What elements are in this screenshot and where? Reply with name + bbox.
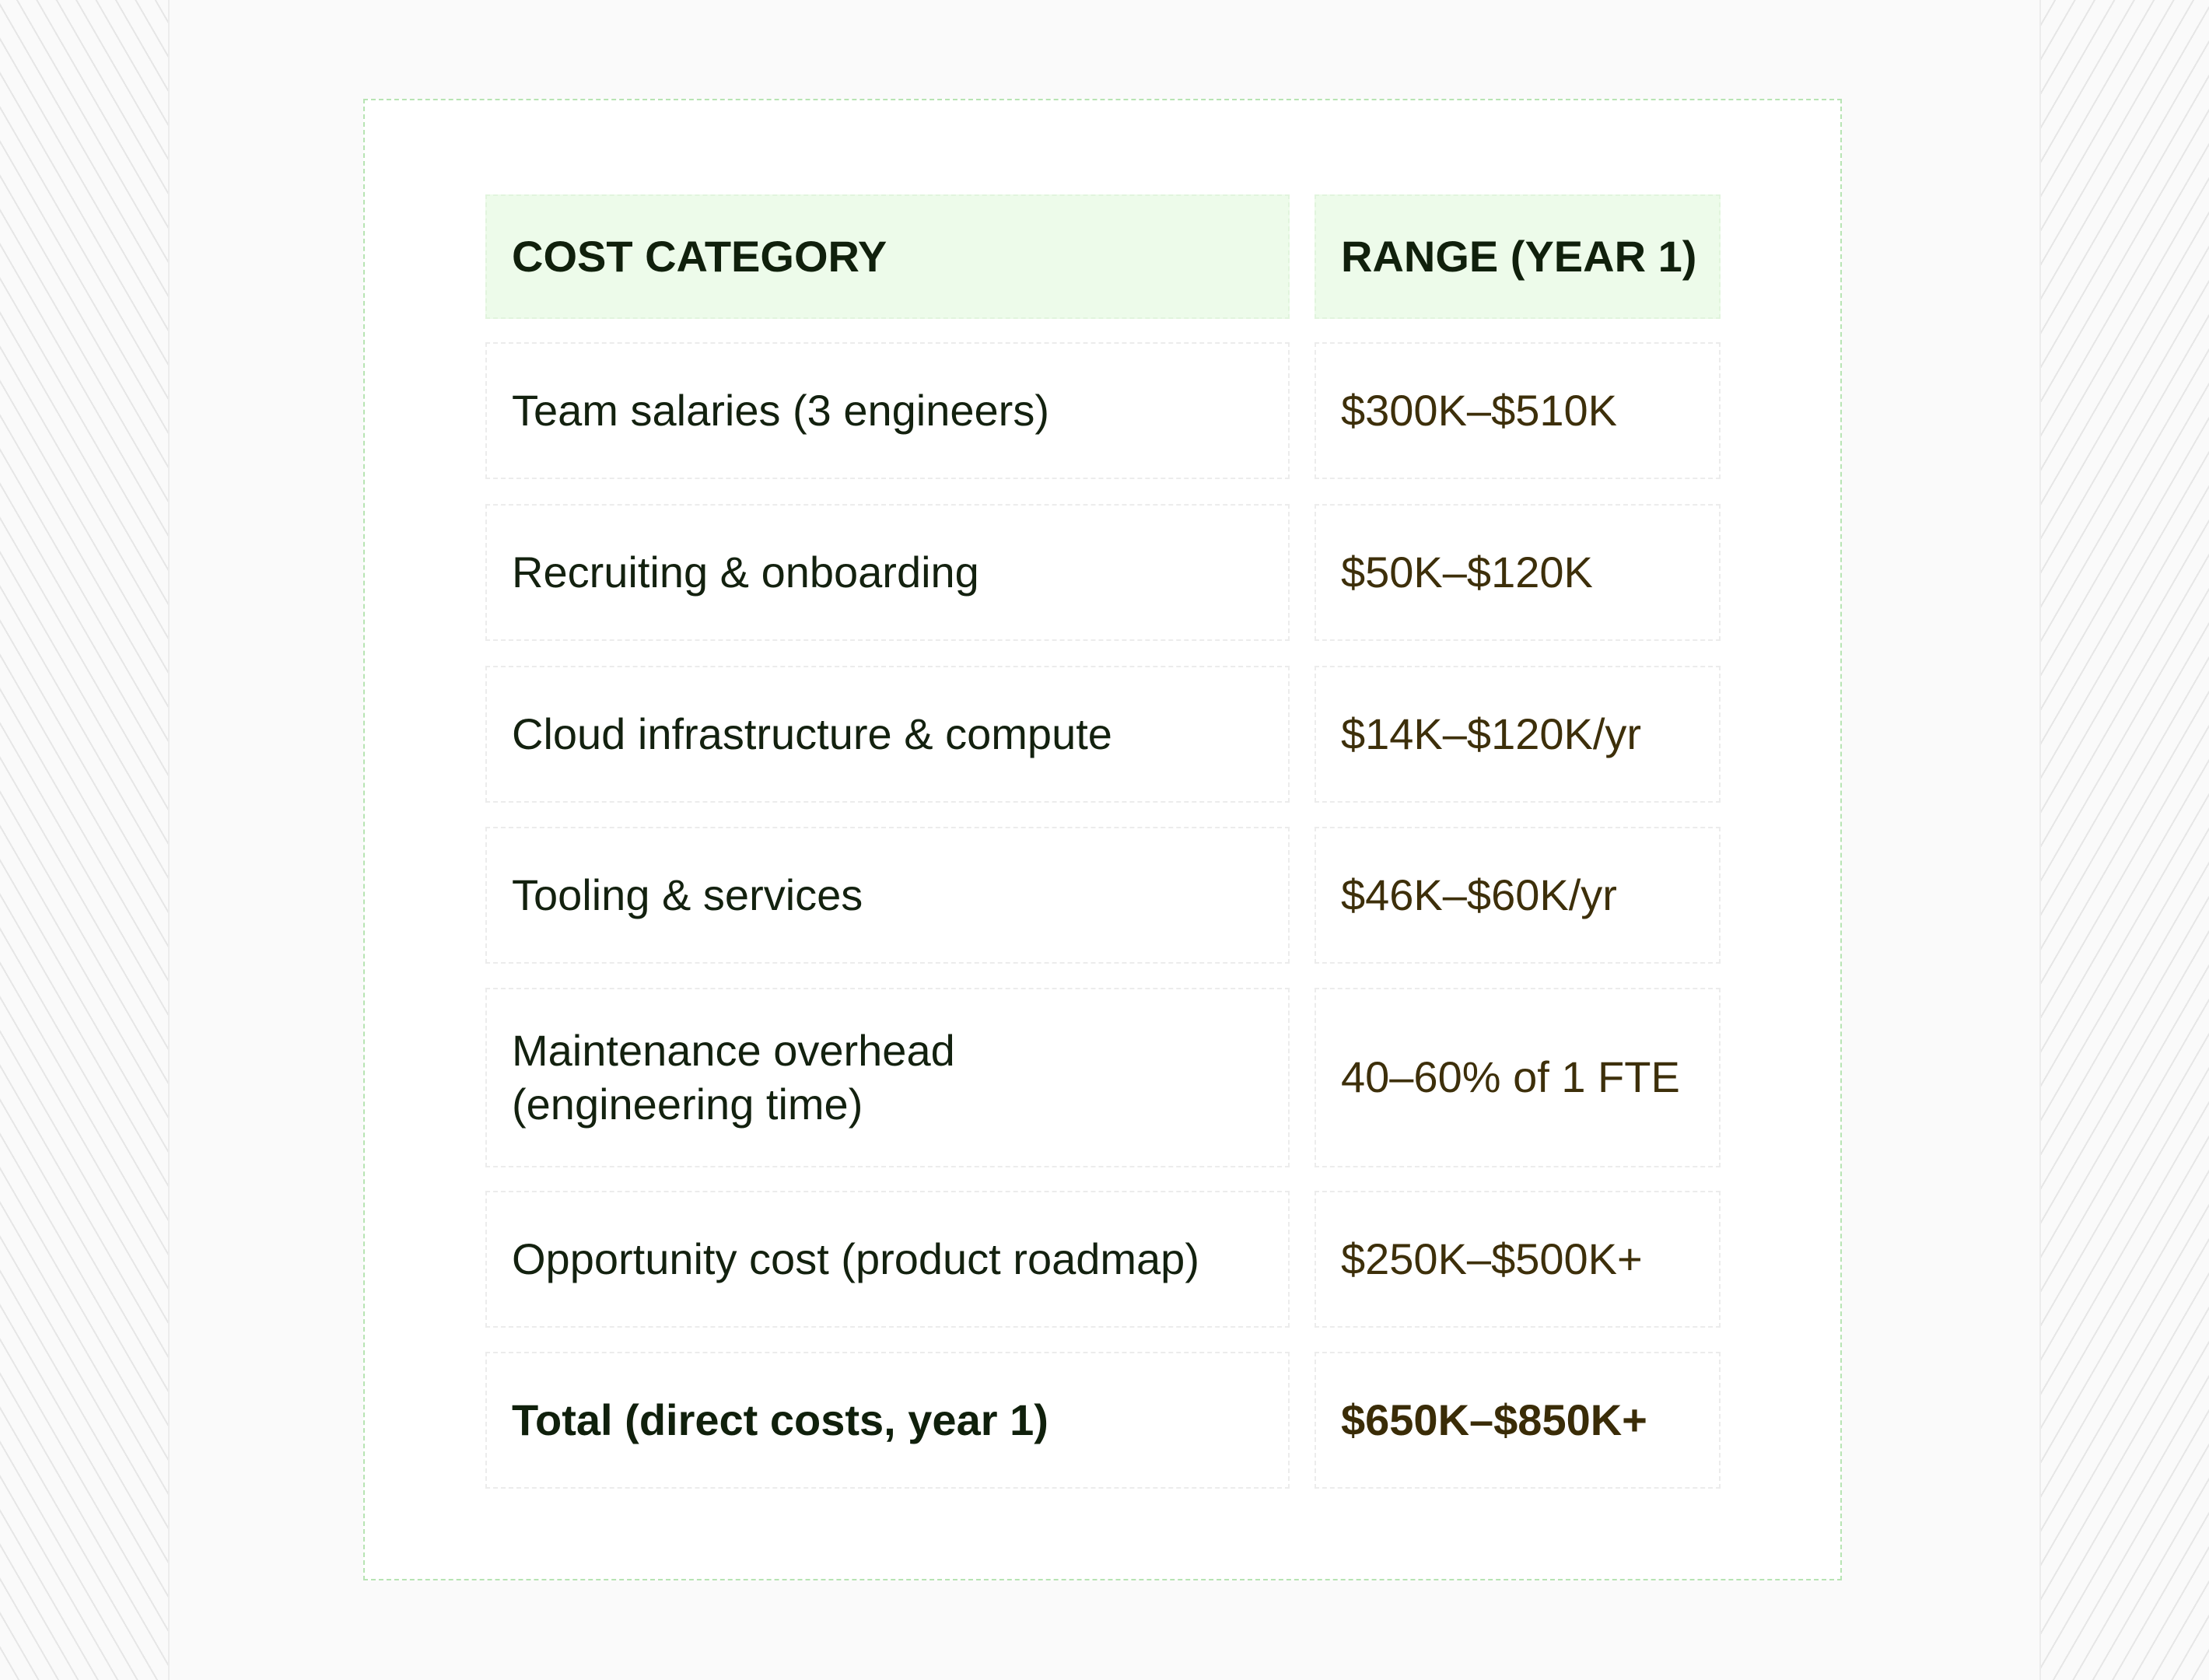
row-3-category: Cloud infrastructure & compute	[485, 666, 1290, 803]
right-hatched-margin	[2039, 0, 2209, 1680]
row-2-category: Recruiting & onboarding	[485, 504, 1290, 641]
left-hatched-margin	[0, 0, 170, 1680]
row-4-range: $46K–$60K/yr	[1315, 827, 1721, 964]
row-6-range: $250K–$500K+	[1315, 1191, 1721, 1328]
row-2-range: $50K–$120K	[1315, 504, 1721, 641]
total-category: Total (direct costs, year 1)	[485, 1352, 1290, 1489]
row-4-category: Tooling & services	[485, 827, 1290, 964]
total-range: $650K–$850K+	[1315, 1352, 1721, 1489]
row-5-category: Maintenance overhead (engineering time)	[485, 988, 1290, 1167]
row-5-range: 40–60% of 1 FTE	[1315, 988, 1721, 1167]
row-3-range: $14K–$120K/yr	[1315, 666, 1721, 803]
row-1-range: $300K–$510K	[1315, 342, 1721, 479]
row-1-category: Team salaries (3 engineers)	[485, 342, 1290, 479]
row-6-category: Opportunity cost (product roadmap)	[485, 1191, 1290, 1328]
header-cost-category: COST CATEGORY	[485, 194, 1290, 319]
header-range-year-1: RANGE (YEAR 1)	[1315, 194, 1721, 319]
